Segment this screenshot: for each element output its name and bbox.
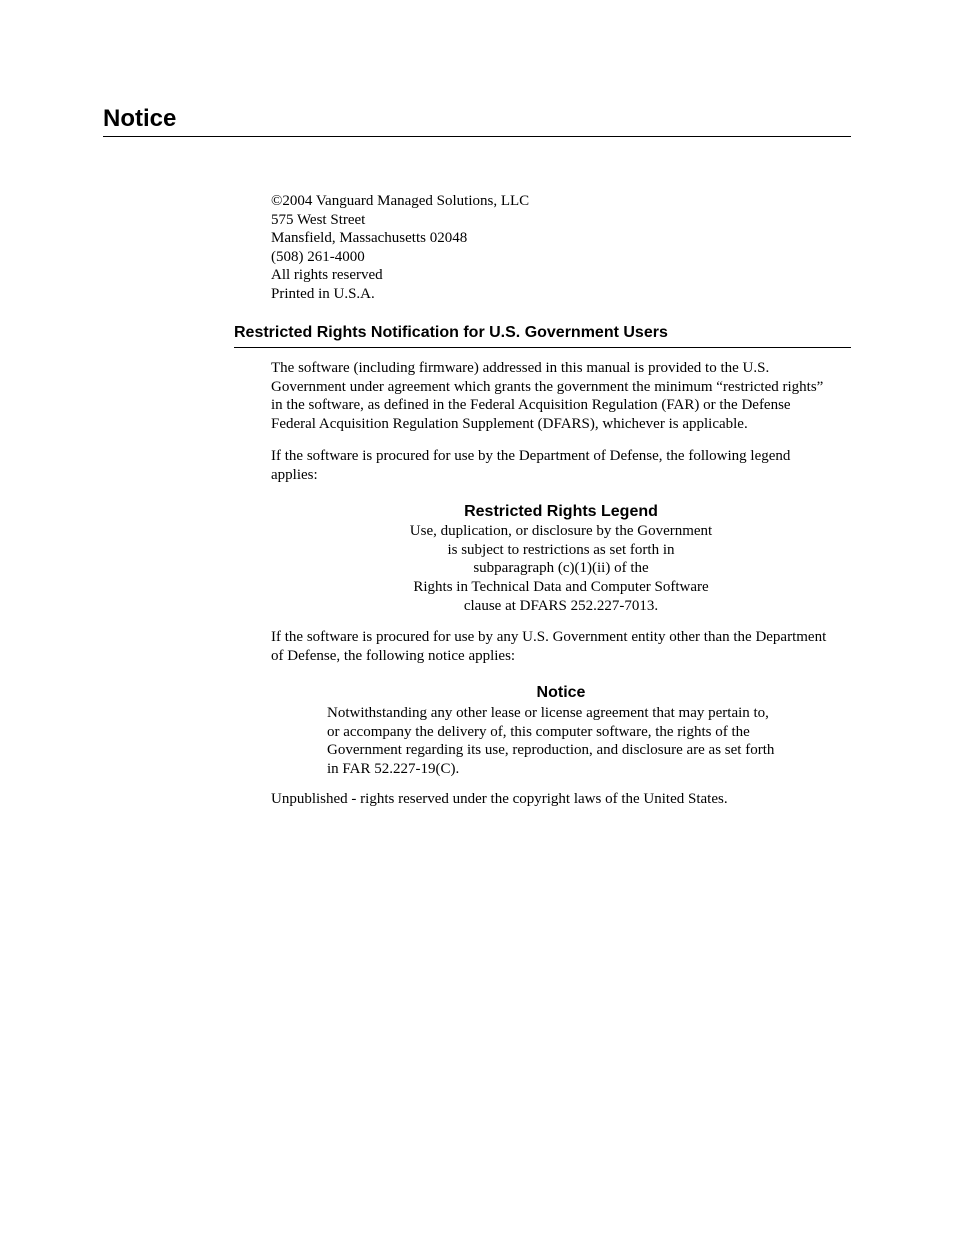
section-heading-restricted-rights: Restricted Rights Notification for U.S. Government Users	[234, 324, 668, 341]
section-divider	[234, 347, 851, 348]
printed-line: Printed in U.S.A.	[271, 285, 375, 302]
notice-line: Notwithstanding any other lease or license agreement that may pertain to,	[327, 705, 769, 721]
city-line: Mansfield, Massachusetts 02048	[271, 230, 468, 247]
closing-line: Unpublished - rights reserved under the copyright laws of the United States.	[271, 791, 728, 807]
notice-line: in FAR 52.227-19(C).	[327, 761, 460, 778]
paragraph-line: If the software is procured for use by any U.S. Government entity other than the Department	[271, 629, 827, 645]
closing-paragraph	[271, 790, 853, 809]
other-entity-paragraph	[271, 628, 853, 665]
paragraph-line: If the software is procured for use by the Department of Defense, the following legend	[271, 448, 791, 464]
legend-heading: Restricted Rights Legend	[464, 503, 658, 520]
copyright-address-block	[271, 192, 529, 304]
dod-paragraph	[271, 447, 853, 484]
restricted-rights-legend	[271, 502, 851, 616]
notice-line: or accompany the delivery of, this computer software, the rights of the	[327, 723, 750, 740]
paragraph-line: The software (including firmware) addressed in this manual is provided to the U.S.	[271, 360, 770, 376]
notice-heading-block	[271, 683, 851, 703]
page-title: Notice	[103, 105, 177, 132]
title-divider	[103, 136, 851, 137]
legend-line: is subject to restrictions as set forth in	[447, 541, 675, 558]
paragraph-line: in the software, as defined in the Federal Acquisition Regulation (FAR) or the Defense	[271, 397, 791, 414]
notice-body	[327, 704, 774, 779]
paragraph-line: applies:	[271, 466, 318, 483]
rights-line: All rights reserved	[271, 267, 383, 284]
intro-paragraph	[271, 359, 853, 434]
notice-heading: Notice	[536, 684, 586, 701]
street-line: 575 West Street	[271, 211, 366, 228]
legend-line: Rights in Technical Data and Computer Software	[413, 579, 709, 596]
legend-line: Use, duplication, or disclosure by the Government	[409, 523, 713, 539]
legend-line: subparagraph (c)(1)(ii) of the	[473, 560, 649, 577]
paragraph-line: Federal Acquisition Regulation Supplement (DFARS), whichever is applicable.	[271, 416, 748, 433]
legend-line: clause at DFARS 252.227-7013.	[463, 597, 659, 614]
phone-line: (508) 261-4000	[271, 248, 365, 265]
paragraph-line: of Defense, the following notice applies:	[271, 647, 516, 664]
copyright-line: ©2004 Vanguard Managed Solutions, LLC	[271, 193, 530, 209]
notice-line: Government regarding its use, reproduction, and disclosure are as set forth	[327, 742, 775, 759]
paragraph-line: Government under agreement which grants the government the minimum “restricted rights”	[271, 378, 824, 395]
